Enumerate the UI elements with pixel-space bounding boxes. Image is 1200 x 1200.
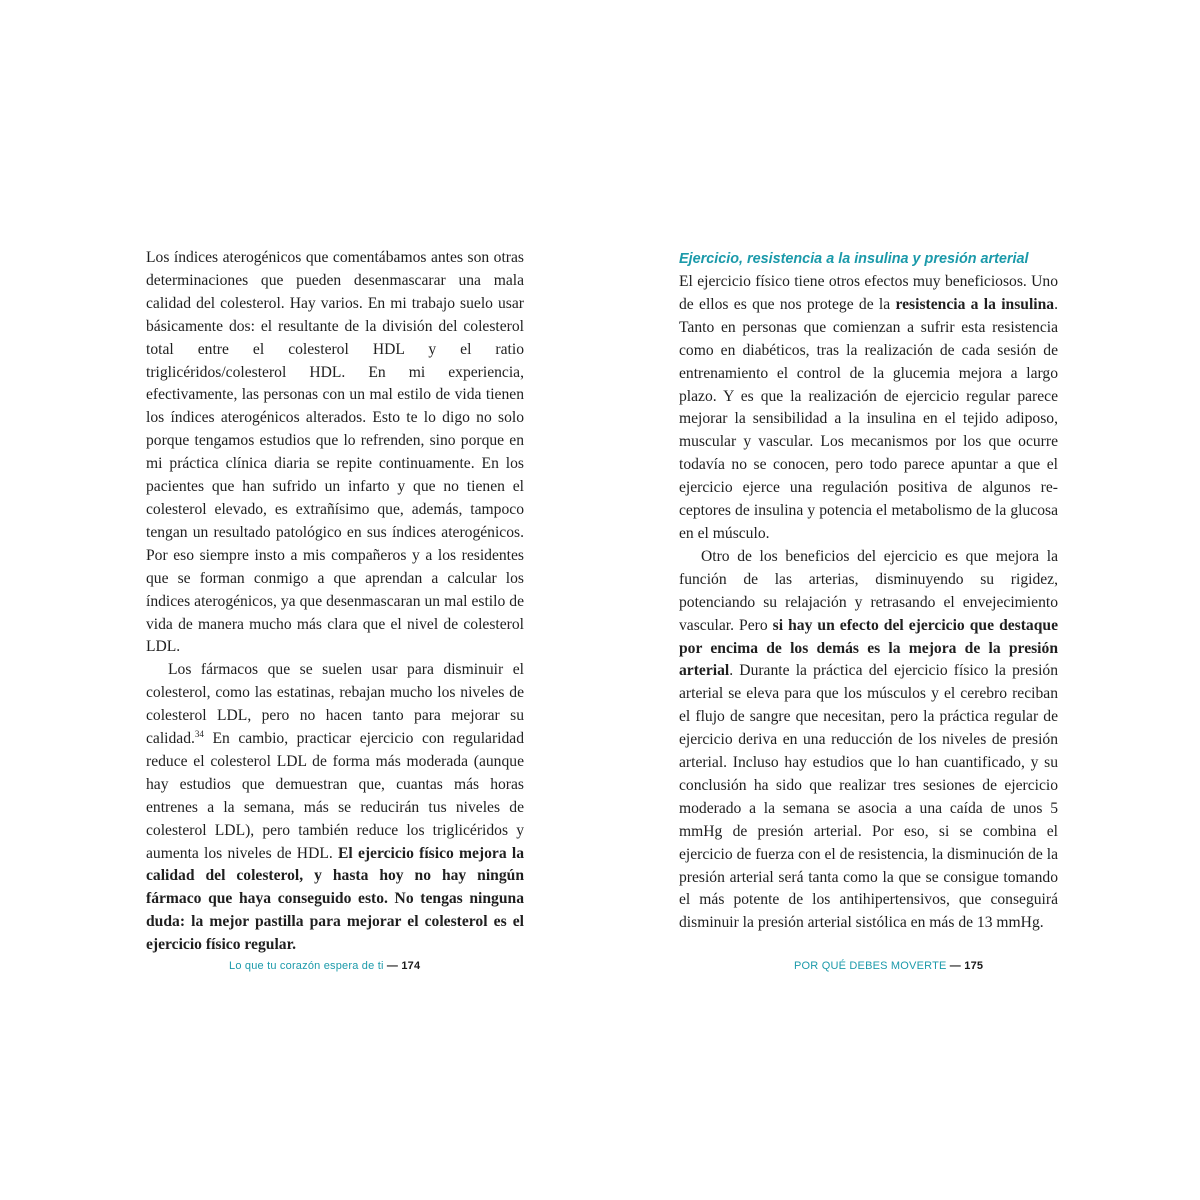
right-paragraph-2 xyxy=(679,546,1058,935)
left-paragraph-2-text-a: Los fármacos que se suelen usar para disminuir el colesterol, como las estatinas, rebajan mucho los niveles de colesterol LDL, pero no hacen tanto para mejorar su calidad. xyxy=(146,661,524,748)
right-footer-dash: — xyxy=(946,960,965,972)
left-footer-dash: — xyxy=(383,960,402,972)
left-paragraph-2 xyxy=(146,659,524,957)
left-page-footer xyxy=(229,960,420,972)
right-page-number: 175 xyxy=(964,960,984,972)
right-page-footer xyxy=(794,960,983,972)
footnote-ref-34: 34 xyxy=(194,728,204,739)
left-paragraph-2-text-b: En cambio, practicar ejercicio con regularidad reduce el colesterol LDL de forma más moderada (aunque hay estudios que demuestran que, cuantas más horas entrenes a la semana, más se reducirán tus niveles de colesterol LDL), pero también reduce los triglicéridos y aumenta los niveles de HDL. xyxy=(146,730,524,862)
right-page-body xyxy=(679,247,1058,935)
right-footer-title: POR QUÉ DEBES MOVERTE xyxy=(794,960,947,972)
right-paragraph-2-text-b: . Durante la práctica del ejercicio físico la presión arterial se eleva para que los músculos y el cerebro reciban el flujo de sangre que necesitan, pero la práctica regular de ejercicio deriva en una reducción de los niveles de presión arterial. Incluso hay estudios que lo han cuantificado, y su conclusión ha sido que realizar tres sesiones de ejercicio moderado a la semana se asocia a una caída de unos 5 mmHg de presión arterial. Por eso, si se combina el ejercicio de fuerza con el de resistencia, la disminución de la presión arterial será tanta como la que se consigue tomando el más potente de los antihipertensivos, que conseguirá disminuir la presión arterial sistólica en más de 13 mmHg. xyxy=(679,662,1058,932)
left-footer-title: Lo que tu corazón espera de ti xyxy=(229,960,384,972)
right-paragraph-1-text-b: . Tanto en personas que comienzan a sufrir esta resistencia como en diabéticos, tras la realización de cada sesión de entrenamiento el control de la glucemia mejora a largo plazo. Y es que la realización de ejercicio regular parece mejorar la sensibilidad a la insulina en el tejido adiposo, muscular y vascular. Los mecanismos por los que ocurre todavía no se conocen, pero todo parece apuntar a que el ejercicio ejerce una regulación positiva de algunos receptores de insulina y potencia el metabolismo de la glucosa en el músculo. xyxy=(679,295,1058,542)
right-paragraph-2-text-a: Otro de los beneficios del ejercicio es que mejora la función de las arterias, disminuyendo su rigidez, potenciando su relajación y retrasando el envejecimiento vascular. Pero xyxy=(679,547,1058,634)
left-page-number: 174 xyxy=(401,960,421,972)
left-paragraph-1: Los índices aterogénicos que comentábamos antes son otras determinaciones que pueden desenmascarar una mala calidad del colesterol. Hay varios. En mi trabajo suelo usar básicamente dos: el resultante de la división del colesterol total entre el colesterol HDL y el ratio triglicéridos/colesterol HDL. En mi experiencia, efectivamente, las personas con un mal estilo de vida tienen los índices aterogénicos alterados. Esto te lo digo no solo porque tengamos estudios que lo refrenden, sino porque en mi práctica clínica diaria se repite continuamente. En los pacientes que han sufrido un infarto y que no tienen el colesterol elevado, es extrañísimo que, además, tampoco tengan un resultado patológico en sus índices aterogénicos. Por eso siempre insto a mis compañeros y a los residentes que se forman conmigo a que aprendan a calcular los índices aterogénicos, ya que desenmascaran un mal estilo de vida de manera mucho más clara que el nivel de colesterol LDL. xyxy=(146,249,524,656)
right-paragraph-1-text-a: El ejercicio físico tiene otros efectos muy beneficiosos. Uno de ellos es que nos protege de la xyxy=(679,273,1058,313)
right-paragraph-1-bold: resistencia a la insulina xyxy=(895,295,1055,313)
right-paragraph-2-bold: si hay un efecto del ejercicio que destaque por encima de los demás es la mejora de la presión arterial xyxy=(679,616,1058,680)
left-page-body xyxy=(146,247,524,957)
left-paragraph-2-bold: El ejercicio físico mejora la calidad del colesterol, y hasta hoy no hay ningún fármaco que haya conseguido esto. No tengas ninguna duda: la mejor pastilla para mejorar el colesterol es el ejercicio físico regular. xyxy=(146,844,524,954)
section-heading: Ejercicio, resistencia a la insulina y presión arterial xyxy=(679,251,1029,267)
right-paragraph-1 xyxy=(679,271,1058,546)
